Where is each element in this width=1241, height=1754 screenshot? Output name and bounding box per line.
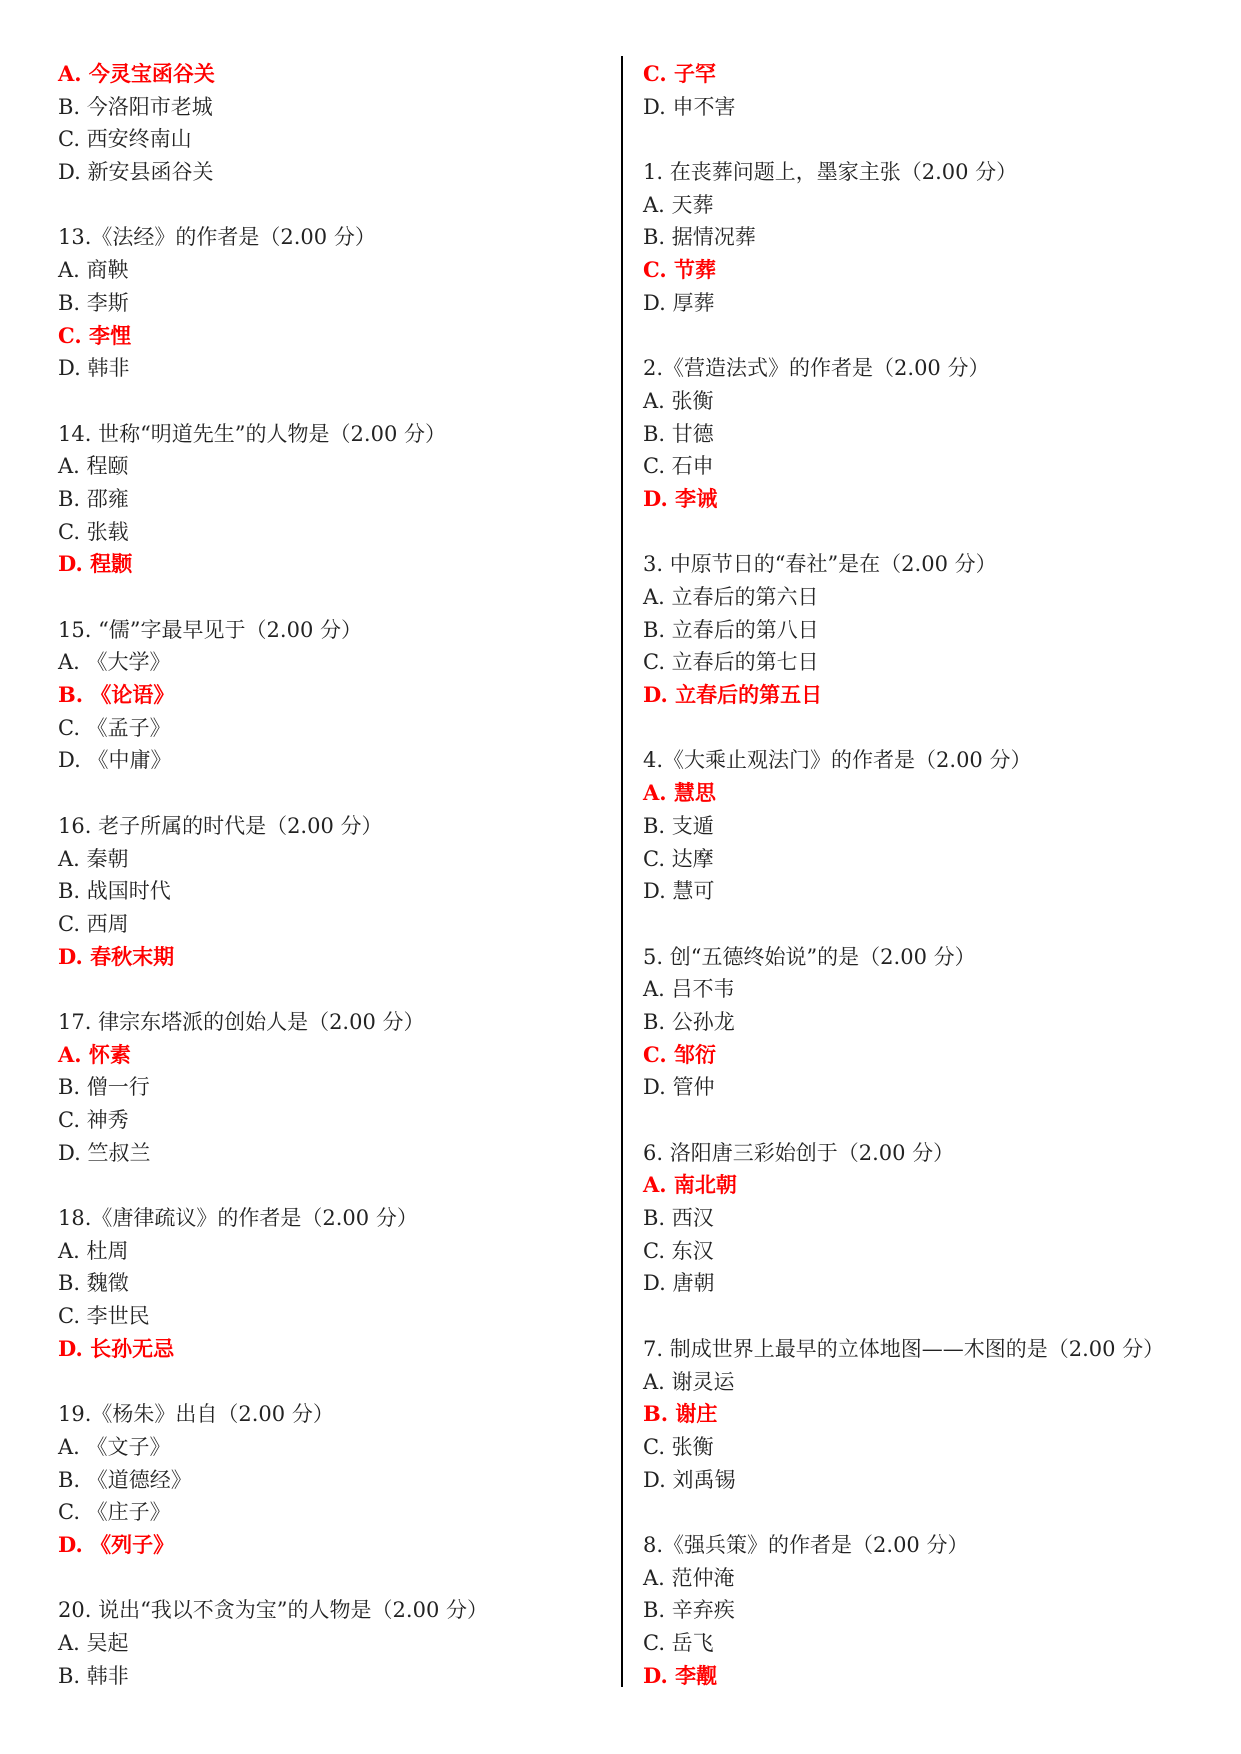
question-text: 15. “儒”字最早见于（2.00 分） [58,617,362,642]
answer-option: B. 支遁 [643,813,714,838]
correct-answer-option: D. 李诫 [643,485,718,511]
question-block [643,941,1203,1104]
correct-answer-option: A. 怀素 [58,1041,131,1067]
question-gap [643,712,1203,745]
answer-option: C. 东汉 [643,1238,714,1263]
question-gap [643,123,1203,156]
correct-answer-option: B. 《论语》 [58,682,175,708]
question-text: 4.《大乘止观法门》的作者是（2.00 分） [643,748,1032,773]
question-gap [643,320,1203,353]
question-block [58,1202,598,1365]
answer-option: B. 李斯 [58,290,129,315]
left-column [58,58,598,1692]
answer-option: A. 《文子》 [58,1434,171,1459]
question-block [643,58,1203,123]
answer-option: A. 立春后的第六日 [643,585,819,609]
answer-option: B. 魏徵 [58,1271,129,1296]
answer-option: D. 慧可 [643,879,715,904]
answer-option: C. 石申 [643,454,714,479]
answer-option: B. 立春后的第八日 [643,617,819,642]
question-block [643,1529,1203,1692]
question-gap [58,581,598,614]
answer-option: D. 新安县函谷关 [58,160,214,185]
answer-option: C. 立春后的第七日 [643,650,819,675]
answer-option: D. 唐朝 [643,1271,715,1296]
answer-option: D. 《中庸》 [58,748,172,773]
correct-answer-option: A. 南北朝 [643,1172,737,1198]
question-text: 1. 在丧葬问题上，墨家主张（2.00 分） [643,160,1018,185]
correct-answer-option: C. 节葬 [643,257,716,283]
question-gap [58,1366,598,1399]
answer-option: A. 商鞅 [58,258,129,283]
answer-option: B. 西汉 [643,1206,714,1231]
answer-option: B. 甘德 [643,421,714,446]
correct-answer-option: D. 李觏 [643,1662,718,1688]
correct-answer-option: B. 谢庄 [643,1401,718,1427]
answer-option: D. 申不害 [643,94,736,119]
question-gap [643,1104,1203,1137]
question-block [643,1333,1203,1496]
question-gap [58,1562,598,1595]
question-block [58,221,598,384]
correct-answer-option: D. 长孙无忌 [58,1335,175,1361]
question-block [58,614,598,777]
answer-option: C. 张载 [58,519,129,544]
question-text: 14. 世称“明道先生”的人物是（2.00 分） [58,421,446,446]
correct-answer-option: D. 春秋末期 [58,943,175,969]
answer-option: B. 邵雍 [58,486,129,511]
answer-option: C. 西周 [58,911,129,936]
answer-option: C. 神秀 [58,1108,129,1132]
question-block [643,156,1203,319]
question-gap [58,1169,598,1202]
answer-option: C. 《庄子》 [58,1500,171,1525]
question-text: 20. 说出“我以不贪为宝”的人物是（2.00 分） [58,1598,488,1623]
question-gap [643,1300,1203,1333]
question-block [58,1398,598,1561]
answer-option: B. 今洛阳市老城 [58,94,213,119]
correct-answer-option: C. 邹衍 [643,1041,716,1067]
answer-option: C. 《孟子》 [58,715,171,740]
question-text: 13.《法经》的作者是（2.00 分） [58,225,376,250]
column-divider [621,56,623,1687]
question-text: 5. 创“五德终始说”的是（2.00 分） [643,944,976,969]
question-gap [58,385,598,418]
answer-option: D. 刘禹锡 [643,1467,736,1492]
correct-answer-option: C. 子罕 [643,61,716,86]
answer-option: B. 韩非 [58,1663,129,1688]
correct-answer-option: D. 程颢 [58,551,133,577]
correct-answer-option: A. 慧思 [643,780,716,806]
answer-option: D. 厚葬 [643,290,715,315]
answer-option: D. 韩非 [58,356,130,381]
question-text: 8.《强兵策》的作者是（2.00 分） [643,1532,969,1557]
question-gap [58,777,598,810]
answer-option: A. 张衡 [643,388,714,413]
question-text: 3. 中原节日的“春社”是在（2.00 分） [643,552,997,577]
answer-option: A. 程颐 [58,454,129,479]
answer-option: B. 公孙龙 [643,1009,735,1034]
right-column [643,58,1203,1692]
answer-option: A. 范仲淹 [643,1565,735,1590]
answer-option: B. 僧一行 [58,1075,150,1100]
answer-option: A. 天葬 [643,192,714,217]
question-gap [58,973,598,1006]
correct-answer-option: A. 今灵宝函谷关 [58,61,215,86]
correct-answer-option: C. 李悝 [58,322,131,348]
answer-option: A. 谢灵运 [643,1369,735,1394]
question-text: 19.《杨朱》出自（2.00 分） [58,1402,334,1427]
answer-option: C. 李世民 [58,1304,150,1329]
answer-option: B. 战国时代 [58,879,171,904]
question-text: 18.《唐律疏议》的作者是（2.00 分） [58,1206,418,1231]
question-block [58,1006,598,1169]
answer-option: C. 张衡 [643,1434,714,1459]
question-gap [58,189,598,222]
answer-option: B. 《道德经》 [58,1467,192,1492]
question-text: 17. 律宗东塔派的创始人是（2.00 分） [58,1009,425,1034]
answer-option: C. 达摩 [643,846,714,871]
question-text: 16. 老子所属的时代是（2.00 分） [58,813,383,838]
question-gap [643,908,1203,941]
correct-answer-option: D. 立春后的第五日 [643,682,823,708]
answer-option: A. 秦朝 [58,846,129,871]
answer-option: A. 杜周 [58,1238,129,1263]
correct-answer-option: D. 《列子》 [58,1531,175,1557]
answer-option: A. 吴起 [58,1631,129,1655]
question-text: 7. 制成世界上最早的立体地图——木图的是（2.00 分） [643,1336,1165,1361]
answer-option: B. 据情况葬 [643,225,756,250]
question-block [643,548,1203,711]
question-text: 2.《营造法式》的作者是（2.00 分） [643,356,990,381]
question-block [58,810,598,973]
answer-option: A. 吕不韦 [643,977,735,1002]
answer-option: D. 竺叔兰 [58,1140,151,1165]
answer-option: C. 岳飞 [643,1631,714,1655]
question-block [643,352,1203,515]
question-block [643,1137,1203,1300]
question-text: 6. 洛阳唐三彩始创于（2.00 分） [643,1140,955,1165]
question-block [58,58,598,189]
question-gap [643,516,1203,549]
question-gap [643,1496,1203,1529]
question-block [58,418,598,581]
answer-option: A. 《大学》 [58,650,171,675]
answer-option: C. 西安终南山 [58,127,192,152]
question-block [643,744,1203,907]
answer-option: D. 管仲 [643,1075,715,1100]
answer-option: B. 辛弃疾 [643,1598,735,1623]
question-block [58,1594,598,1692]
